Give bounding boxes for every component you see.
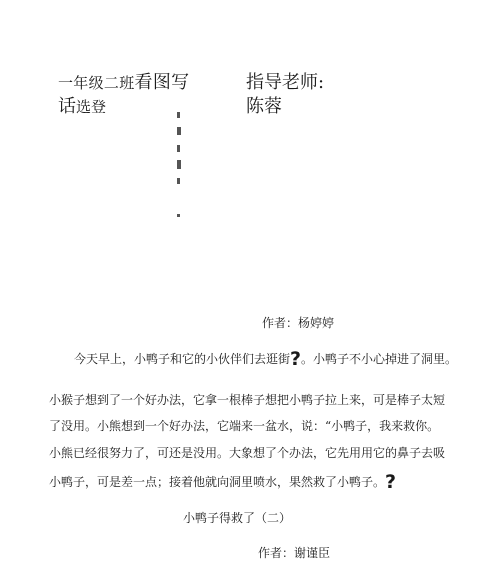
teacher-name: 陈蓉 (246, 96, 282, 117)
story2-author: 作者：谢谨臣 (258, 546, 331, 560)
story1-last-line-mark: ? (385, 471, 397, 493)
scan-artifact-mark (177, 112, 180, 118)
header-class-title (58, 68, 189, 94)
story1-paragraph1-mark: ? (290, 348, 302, 370)
story1-last-line-text: 小鸭子，可是差一点；接着他就向洞里喷水，果然救了小鸭子。 (49, 475, 386, 489)
story1-line-2: 了没用。小熊想到一个好办法，它端来一盆水，说：“小鸭子，我来救你。 (49, 419, 440, 433)
scan-artifact-mark (177, 145, 180, 152)
story1-line-4 (49, 471, 396, 493)
story1-line-1: 小猴子想到了一个好办法，它拿一根棒子想把小鸭子拉上来，可是棒子太短 (49, 393, 446, 407)
story2-title: 小鸭子得救了（二） (183, 511, 292, 525)
header-class-title-line2 (58, 92, 106, 118)
scan-artifact-mark (177, 214, 180, 217)
story1-paragraph1-text: 今天早上，小鸭子和它的小伙伴们去逛街 (74, 352, 291, 366)
story1-line-3: 小熊已经很努力了，可还是没用。大象想了个办法，它先用用它的鼻子去吸 (49, 446, 446, 460)
header-class-prefix: 一年级二班 (58, 74, 135, 92)
story1-author: 作者：杨婷婷 (262, 316, 335, 330)
scan-artifact-mark (177, 127, 181, 135)
story1-paragraph1-tail: 。小鸭子不小心掉进了洞里。 (301, 352, 458, 366)
scan-artifact-mark (177, 178, 180, 184)
teacher-label: 指导老师: (246, 72, 325, 93)
header-line2-small: 选登 (76, 98, 107, 116)
scan-artifact-mark (177, 160, 181, 169)
header-title-big: 看图写 (134, 72, 190, 93)
header-line2-big: 话 (58, 96, 76, 117)
story1-paragraph1 (74, 348, 457, 370)
